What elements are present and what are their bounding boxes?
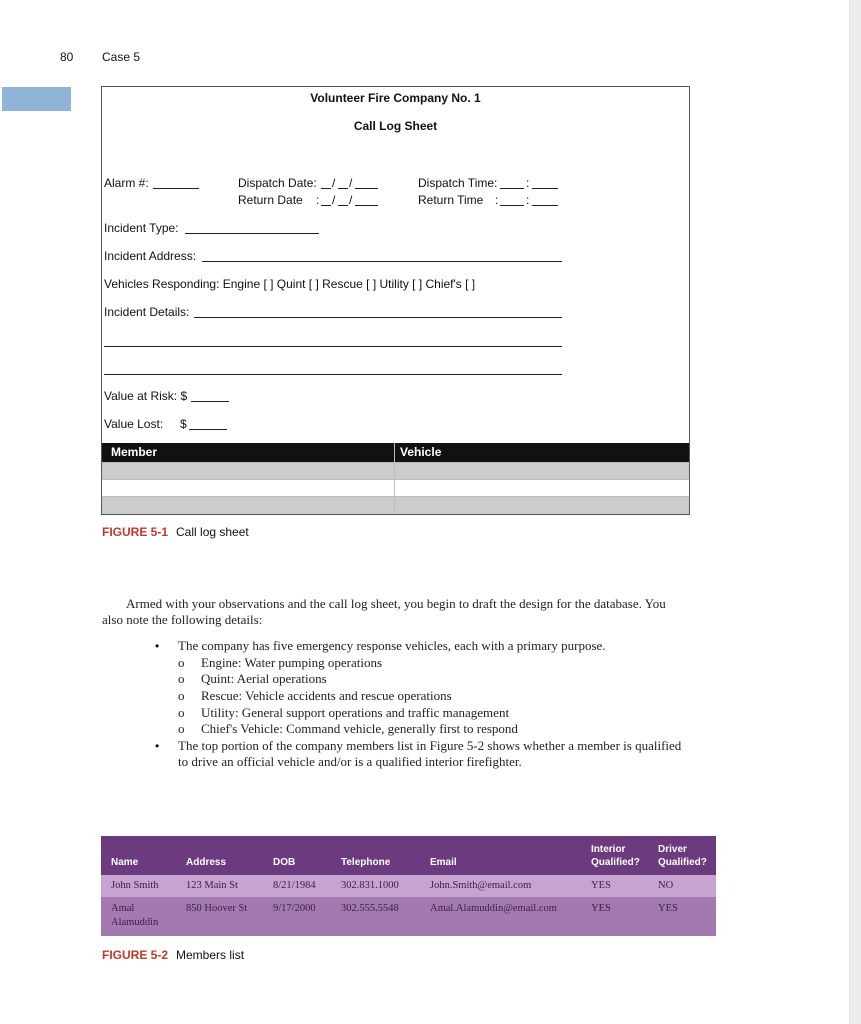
incident-type-label: Incident Type: [104,221,179,235]
cell-driver-qualified: NO [658,880,674,891]
return-time-colon-1: : [495,193,499,207]
cell-driver-qualified: YES [658,903,678,914]
figure-5-1-text: Call log sheet [176,525,249,539]
incident-address-label: Incident Address: [104,249,197,263]
sub-bullet-chiefs-vehicle: Chief's Vehicle: Command vehicle, generally first to respond [201,721,518,736]
dispatch-time-minute-blank [532,188,558,189]
return-time-hour-blank [500,205,524,206]
cell-dob: 8/21/1984 [273,880,316,891]
sub-bullet-marker: o [178,671,185,686]
chapter-tab-marker [2,87,71,111]
dispatch-date-month-blank [321,188,331,189]
header-email: Email [430,857,457,868]
bullet-members-line-1: The top portion of the company members list in Figure 5-2 shows whether a member is qualified [178,738,682,753]
dispatch-time-hour-blank [500,188,524,189]
cell-name-line-1: Amal [111,903,135,914]
sub-bullet-utility: Utility: General support operations and traffic management [201,705,510,720]
cell-dob: 9/17/2000 [273,903,316,914]
incident-details-blank-2 [104,346,562,347]
member-vehicle-row [102,462,689,479]
return-time-label: Return Time [418,193,484,207]
cell-email: Amal.Alamuddin@email.com [430,903,557,914]
members-table-header [101,836,716,875]
return-date-day-blank [338,205,348,206]
sub-bullet-engine: Engine: Water pumping operations [201,655,383,670]
figure-5-2-text: Members list [176,948,245,962]
value-at-risk-blank [191,401,229,402]
cell-address: 850 Hoover St [186,903,248,914]
figure-5-2-caption [102,948,244,962]
table-row [101,897,716,936]
dispatch-date-slash-1: / [332,176,336,190]
scrollbar-track[interactable] [849,0,861,1024]
bullet-members-line-2: to drive an official vehicle and/or is a qualified interior firefighter. [178,754,522,769]
sub-bullet-quint: Quint: Aerial operations [201,671,327,686]
call-log-sheet-figure [101,86,690,515]
header-interior-line-2: Qualified? [591,857,640,868]
sub-bullet-marker: o [178,705,185,720]
intro-paragraph-line-1: Armed with your observations and the call log sheet, you begin to draft the design for the database. You [126,596,666,611]
return-date-month-blank [321,205,331,206]
table-row [101,875,716,897]
incident-address-blank [202,261,562,262]
figure-5-2-label: FIGURE 5-2 [102,948,169,962]
header-dob: DOB [273,857,296,868]
header-telephone: Telephone [341,857,391,868]
header-driver-line-1: Driver [658,844,687,855]
value-lost-blank [189,429,227,430]
dispatch-time-colon: : [526,176,530,190]
dispatch-date-year-blank [355,188,378,189]
vehicle-column-header: Vehicle [400,445,442,459]
figure-5-1-caption [102,525,249,539]
member-vehicle-row [102,496,689,514]
cell-telephone: 302.831.1000 [341,880,399,891]
cell-interior-qualified: YES [591,880,611,891]
return-date-slash-2: / [349,193,353,207]
page-number: 80 [60,50,74,64]
member-vehicle-row [102,479,689,496]
value-lost-label: Value Lost: [104,417,164,431]
incident-details-label: Incident Details: [104,305,190,319]
header-driver-line-2: Qualified? [658,857,707,868]
bullet-vehicles: The company has five emergency response vehicles, each with a primary purpose. [178,638,606,653]
header-name: Name [111,857,139,868]
cell-email: John.Smith@email.com [430,880,532,891]
member-vehicle-divider [394,443,395,514]
form-title: Volunteer Fire Company No. 1 [310,91,481,105]
cell-telephone: 302.555.5548 [341,903,399,914]
figure-5-1-label: FIGURE 5-1 [102,525,169,539]
sub-bullet-marker: o [178,688,185,703]
cell-name: John Smith [111,880,159,891]
cell-address: 123 Main St [186,880,238,891]
running-head: Case 5 [102,50,141,64]
header-interior-line-1: Interior [591,844,626,855]
alarm-label: Alarm #: [104,176,149,190]
members-list-table [101,836,716,936]
member-column-header: Member [111,445,158,459]
bullet-marker: • [155,639,160,653]
sub-bullet-rescue: Rescue: Vehicle accidents and rescue operations [201,688,452,703]
return-time-minute-blank [532,205,558,206]
sub-bullet-marker: o [178,721,185,736]
return-date-label: Return Date [238,193,303,207]
dispatch-date-slash-2: / [349,176,353,190]
return-time-colon-2: : [526,193,530,207]
member-vehicle-header [102,443,689,462]
incident-type-blank [185,233,319,234]
incident-details-blank-1 [194,317,562,318]
vehicles-responding-line: Vehicles Responding: Engine [ ] Quint [ ] Rescue [ ] Utility [ ] Chief's [ ] [104,277,476,291]
dispatch-date-label: Dispatch Date: [238,176,317,190]
incident-details-blank-3 [104,374,562,375]
alarm-blank [153,188,199,189]
dispatch-time-label: Dispatch Time: [418,176,498,190]
value-lost-currency: $ [180,417,187,431]
form-subtitle: Call Log Sheet [353,119,438,133]
cell-name-line-2: Alamuddin [111,917,159,928]
sub-bullet-marker: o [178,655,185,670]
cell-interior-qualified: YES [591,903,611,914]
return-date-year-blank [355,205,378,206]
return-date-colon: : [316,193,320,207]
header-address: Address [186,857,227,868]
intro-paragraph-line-2: also note the following details: [102,612,263,627]
value-at-risk-label: Value at Risk: $ [104,389,188,403]
return-date-slash-1: / [332,193,336,207]
bullet-marker: • [155,739,160,753]
dispatch-date-day-blank [338,188,348,189]
